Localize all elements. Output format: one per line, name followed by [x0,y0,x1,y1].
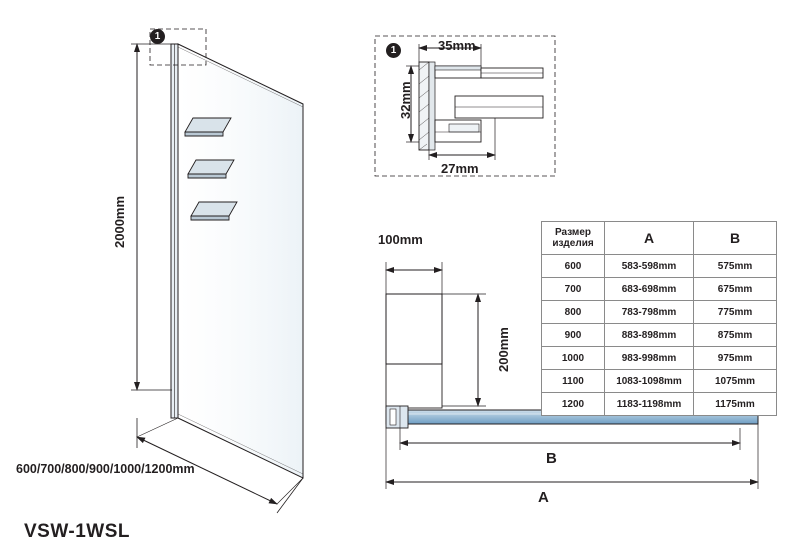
table-cell-a: 783-798mm [605,301,694,324]
detail-callout-marker: 1 [386,43,401,58]
table-cell-a: 883-898mm [605,324,694,347]
table-cell-b: 1075mm [694,370,777,393]
table-header-size: Размер изделия [542,222,605,255]
front-height-dimension [131,44,172,390]
detail-left-dim-label: 32mm [398,81,413,119]
table-header-a: A [605,222,694,255]
model-code-label: VSW-1WSL [24,521,131,542]
front-width-options-label: 600/700/800/900/1000/1200mm [16,462,195,476]
table-cell-b: 875mm [694,324,777,347]
detail-top-dim-label: 35mm [438,38,476,53]
table-cell-size: 1200 [542,393,605,416]
plan-dimension-b [400,428,740,450]
table-cell-a: 1183-1198mm [605,393,694,416]
table-header-b: B [694,222,777,255]
table-cell-size: 1100 [542,370,605,393]
front-callout-marker: 1 [150,29,165,44]
front-glass-panel [171,44,303,478]
table-cell-size: 1000 [542,347,605,370]
detail-bottom-dim-label: 27mm [441,161,479,176]
table-cell-b: 775mm [694,301,777,324]
table-row [542,301,777,324]
table-row [542,278,777,301]
plan-dimension-100mm [386,262,442,294]
table-cell-a: 683-698mm [605,278,694,301]
plan-dim-b-label: B [546,450,557,467]
size-table [541,221,777,416]
plan-dimension-a [386,424,758,489]
table-row [542,347,777,370]
table-cell-b: 975mm [694,347,777,370]
plan-panel-dim-label: 100mm [378,232,423,247]
table-row [542,393,777,416]
table-cell-b: 1175mm [694,393,777,416]
table-cell-a: 1083-1098mm [605,370,694,393]
table-cell-a: 983-998mm [605,347,694,370]
table-cell-b: 675mm [694,278,777,301]
table-row [542,255,777,278]
table-cell-b: 575mm [694,255,777,278]
table-header-row [542,222,777,255]
detail-profile-section [419,62,543,150]
table-row [542,370,777,393]
table-cell-size: 600 [542,255,605,278]
plan-dim-a-label: A [538,489,549,506]
plan-dimension-200mm [442,294,486,406]
table-cell-size: 800 [542,301,605,324]
table-row [542,324,777,347]
table-cell-size: 700 [542,278,605,301]
front-height-label: 2000mm [112,195,127,248]
table-cell-a: 583-598mm [605,255,694,278]
plan-depth-dim-label: 200mm [496,327,511,372]
table-cell-size: 900 [542,324,605,347]
